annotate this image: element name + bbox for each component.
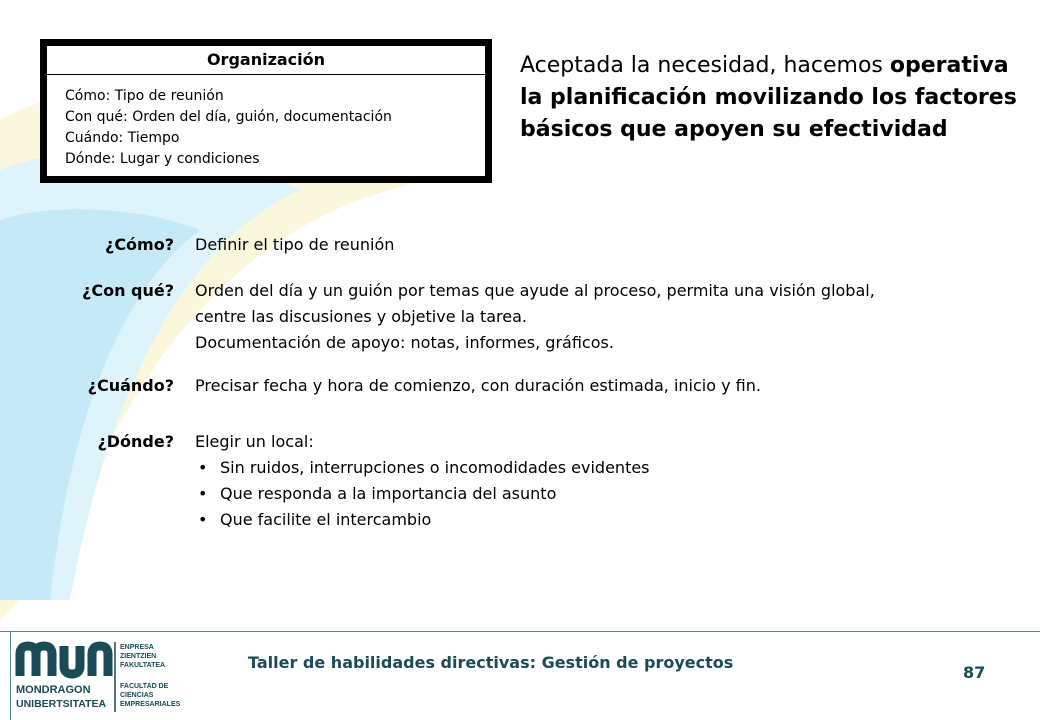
org-line: Cómo: Tipo de reunión [65, 88, 224, 104]
row-line: Elegir un local: [195, 432, 314, 451]
organization-box-lines [47, 75, 485, 170]
intro-statement [520, 50, 1020, 146]
row-line: Precisar fecha y hora de comienzo, con duración estimada, inicio y fin. [195, 376, 761, 395]
logo-faculty-eu-2: ZIENTZIEN [120, 653, 157, 660]
logo-faculty-es-2: CIENCIAS [120, 692, 154, 699]
mondragon-logo [14, 640, 189, 715]
logo-faculty-es-3: EMPRESARIALES [120, 701, 181, 708]
svg-text:ENPRESA ZIENTZIEN FAKU [120, 644, 181, 708]
logo-name-line1: MONDRAGON [16, 684, 91, 696]
row-line: Documentación de apoyo: notas, informes, gráficos. [195, 333, 614, 352]
row-label-como: ¿Cómo? [105, 235, 174, 254]
bullet-item: • Que responda a la importancia del asunto [195, 481, 1015, 507]
logo-faculty-eu-3: FAKULTATEA [120, 662, 165, 669]
intro-normal-text: Aceptada la necesidad, hacemos [520, 53, 883, 78]
footer-title: Taller de habilidades directivas: Gestión de proyectos [248, 653, 734, 672]
org-line: Cuándo: Tiempo [65, 130, 180, 146]
row-text-con-que [195, 278, 1015, 356]
row-label-cuando: ¿Cuándo? [87, 376, 174, 395]
logo-faculty-es-1: FACULTAD DE [120, 683, 169, 690]
row-label-donde: ¿Dónde? [97, 432, 174, 451]
row-line: centre las discusiones y objetive la tarea. [195, 307, 528, 326]
organization-box-title: Organización [47, 46, 485, 75]
logo-faculty-eu-1: ENPRESA [120, 644, 154, 651]
row-line: Orden del día y un guión por temas que ayude al proceso, permita una visión global, [195, 281, 875, 300]
footer-divider [0, 631, 1040, 632]
org-line: Dónde: Lugar y condiciones [65, 151, 260, 167]
footer-vertical-divider [10, 631, 11, 720]
row-text-donde [195, 429, 1015, 533]
row-text-como [195, 232, 1015, 258]
org-line: Con qué: Orden del día, guión, documentación [65, 109, 392, 125]
row-text-cuando [195, 373, 1015, 399]
logo-name-line2: UNIBERTSITATEA [16, 698, 107, 710]
bullet-item: • Que facilite el intercambio [195, 507, 1015, 533]
bullet-list [195, 455, 1015, 533]
intro-bold-text: operativa la planificación movilizando los factores básicos que apoyen su efectividad [520, 53, 1017, 142]
bullet-item: • Sin ruidos, interrupciones o incomodidades evidentes [195, 455, 1015, 481]
row-label-con-que: ¿Con qué? [82, 281, 174, 300]
organization-box [40, 39, 492, 183]
row-line: Definir el tipo de reunión [195, 235, 395, 254]
page-number: 87 [963, 663, 986, 682]
